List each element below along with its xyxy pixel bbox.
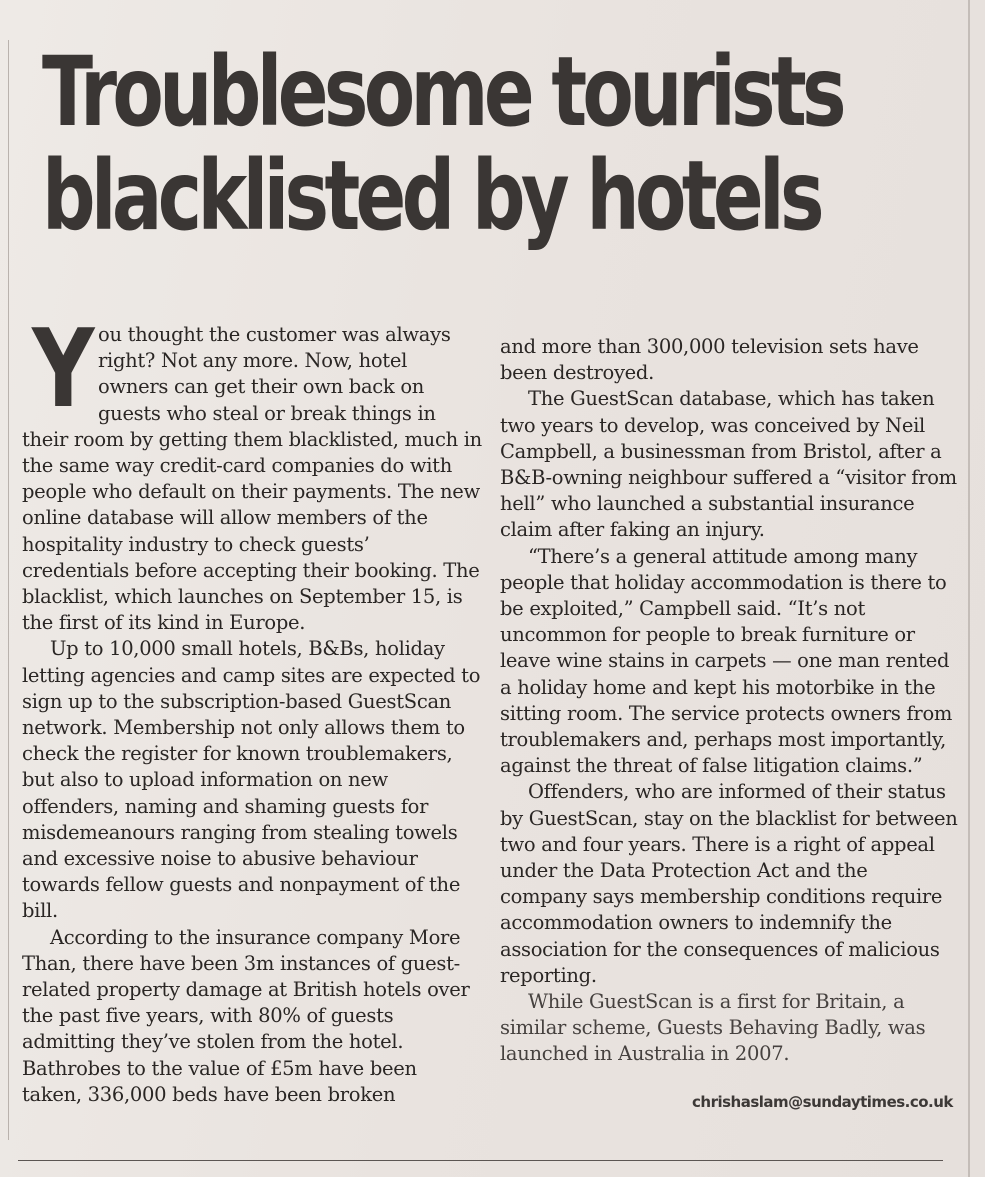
paragraph-1-text: ou thought the customer was always right? Not any more. Now, hotel owners can get their own back on guests who steal or break things in their room by getting them blacklisted, much in the same way credit-card companies do with people who default on their payments. The new online database will allow members of the hospitality industry to check guests’ credentials before accepting their booking. The blacklist, which launches on September 15, is the first of its kind in Europe. — [22, 323, 482, 635]
paragraph-2: Up to 10,000 small hotels, B&Bs, holiday letting agencies and camp sites are expected to sign up to the subscription-based GuestScan network. Membership not only allows them to check the register for known troublemakers, but also to upload information on new offenders, naming and shaming guests for misdemeanours ranging from stealing towels and excessive noise to abusive behaviour towards fellow guests and nonpayment of the bill. — [22, 637, 481, 923]
bottom-rule — [18, 1160, 943, 1161]
headline-line-1: Troublesome tourists — [42, 36, 842, 148]
paragraph-4: and more than 300,000 television sets have been destroyed. — [500, 335, 919, 385]
left-column-rule — [8, 40, 9, 1140]
paragraph-5: The GuestScan database, which has taken two years to develop, was conceived by Neil Campbell, a businessman from Bristol, after a B&B-owning neighbour suffered a “visitor from hell” who launched a substantial insurance claim after faking an injury. — [500, 387, 957, 542]
headline-line-2: blacklisted by hotels — [42, 140, 820, 252]
paragraph-7: Offenders, who are informed of their status by GuestScan, stay on the blacklist for between two and four years. There is a right of appeal under the Data Protection Act and the company says membership conditions require accommodation owners to indemnify the association for the consequences of malicious reporting. — [500, 780, 958, 987]
drop-cap: Y — [32, 307, 95, 432]
article-column-2 — [500, 334, 958, 1068]
right-edge-rule — [968, 0, 970, 1177]
paragraph-3: According to the insurance company More Than, there have been 3m instances of guest-related property damage at British hotels over the past five years, with 80% of guests admitting they’ve stolen from the hotel. Bathrobes to the value of £5m have been taken, 336,000 beds have been broken — [22, 925, 470, 1106]
article-column-1 — [22, 307, 482, 1108]
paragraph-6: “There’s a general attitude among many people that holiday accommodation is there to be exploited,” Campbell said. “It’s not uncommon for people to break furniture or leave wine stains in carpets — one man rented a holiday home and kept his motorbike in the sitting room. The service protects owners from troublemakers and, perhaps most importantly, against the threat of false litigation claims.” — [500, 544, 953, 778]
paragraph-1 — [22, 307, 482, 636]
author-email-byline: chrishaslam@sundaytimes.co.uk — [692, 1093, 953, 1111]
headline — [42, 36, 842, 252]
paragraph-8: While GuestScan is a first for Britain, a similar scheme, Guests Behaving Badly, was launched in Australia in 2007. — [500, 990, 926, 1066]
